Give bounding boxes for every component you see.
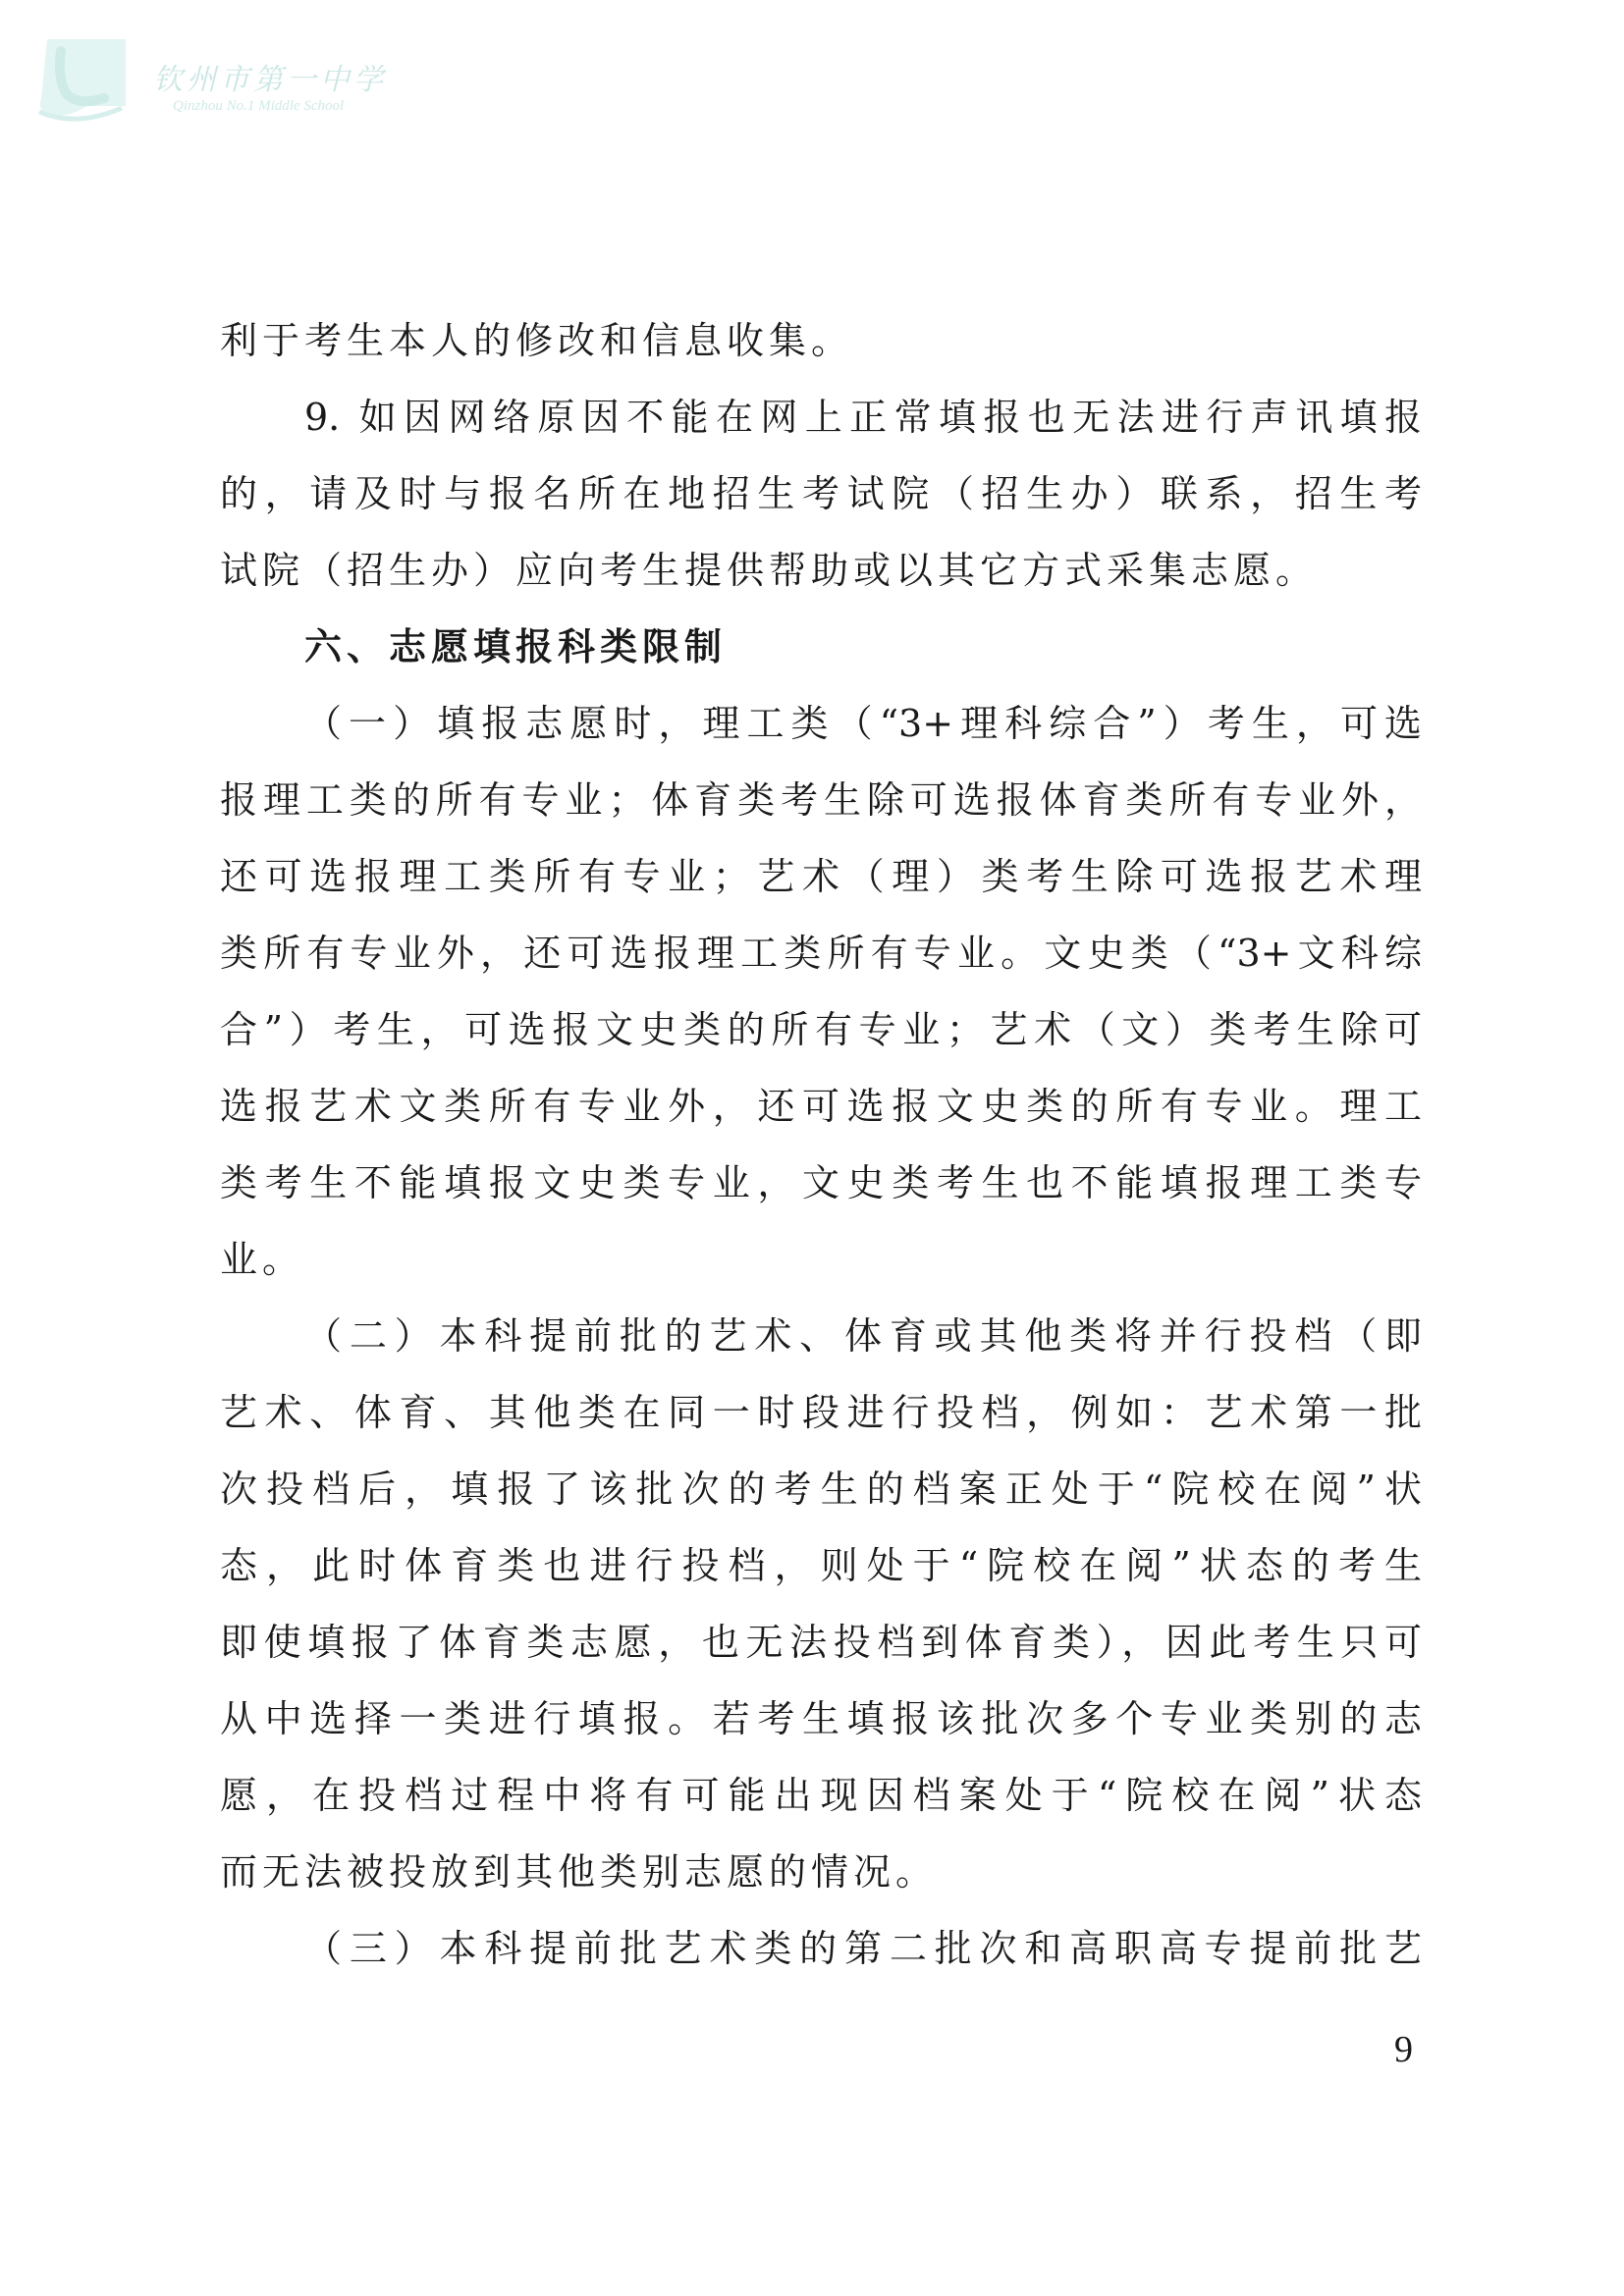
paragraph-line: 合”）考生，可选报文史类的所有专业；艺术（文）类考生除可 [220,1008,1422,1051]
paragraph-line: 类所有专业外，还可选报理工类所有专业。文史类（“3+文科综 [220,932,1422,975]
paragraph-line: 9. 如因网络原因不能在网上正常填报也无法进行声讯填报 [304,396,1422,439]
paragraph-line: 即使填报了体育类志愿，也无法投档到体育类），因此考生只可 [220,1621,1422,1664]
paragraph-line: 试院（招生办）应向考生提供帮助或以其它方式采集志愿。 [220,549,1319,592]
watermark-school-name-cn: 钦州市第一中学 [153,63,387,97]
paragraph-line: 还可选报理工类所有专业；艺术（理）类考生除可选报艺术理 [220,855,1422,898]
paragraph-line: （三）本科提前批艺术类的第二批次和高职高专提前批艺 [304,1927,1422,1970]
paragraph-line: 利于考生本人的修改和信息收集。 [220,319,854,362]
section-heading: 六、志愿填报科类限制 [304,625,728,668]
paragraph-line: （二）本科提前批的艺术、体育或其他类将并行投档（即 [304,1314,1422,1358]
school-watermark-logo [27,29,401,128]
watermark-school-name-en: Qinzhou No.1 Middle School [173,98,345,114]
paragraph-line: 类考生不能填报文史类专业，文史类考生也不能填报理工类专 [220,1161,1422,1204]
paragraph-line: 报理工类的所有专业；体育类考生除可选报体育类所有专业外， [220,778,1422,822]
page-number: 9 [1394,2029,1413,2070]
paragraph-line: 态，此时体育类也进行投档，则处于“院校在阅”状态的考生 [220,1544,1422,1587]
paragraph-line: 从中选择一类进行填报。若考生填报该批次多个专业类别的志 [220,1697,1422,1740]
paragraph-line: 次投档后，填报了该批次的考生的档案正处于“院校在阅”状 [220,1468,1422,1511]
paragraph-line: 艺术、体育、其他类在同一时段进行投档，例如：艺术第一批 [220,1391,1422,1434]
paragraph-line: 业。 [220,1238,305,1281]
paragraph-line: 的，请及时与报名所在地招生考试院（招生办）联系，招生考 [220,472,1422,515]
paragraph-line: （一）填报志愿时，理工类（“3+理科综合”）考生，可选 [304,702,1422,745]
paragraph-line: 而无法被投放到其他类别志愿的情况。 [220,1850,939,1894]
school-logo-icon [27,29,135,128]
paragraph-line: 选报艺术文类所有专业外，还可选报文史类的所有专业。理工 [220,1085,1422,1128]
paragraph-line: 愿，在投档过程中将有可能出现因档案处于“院校在阅”状态 [220,1774,1422,1817]
document-body [220,302,1422,1987]
